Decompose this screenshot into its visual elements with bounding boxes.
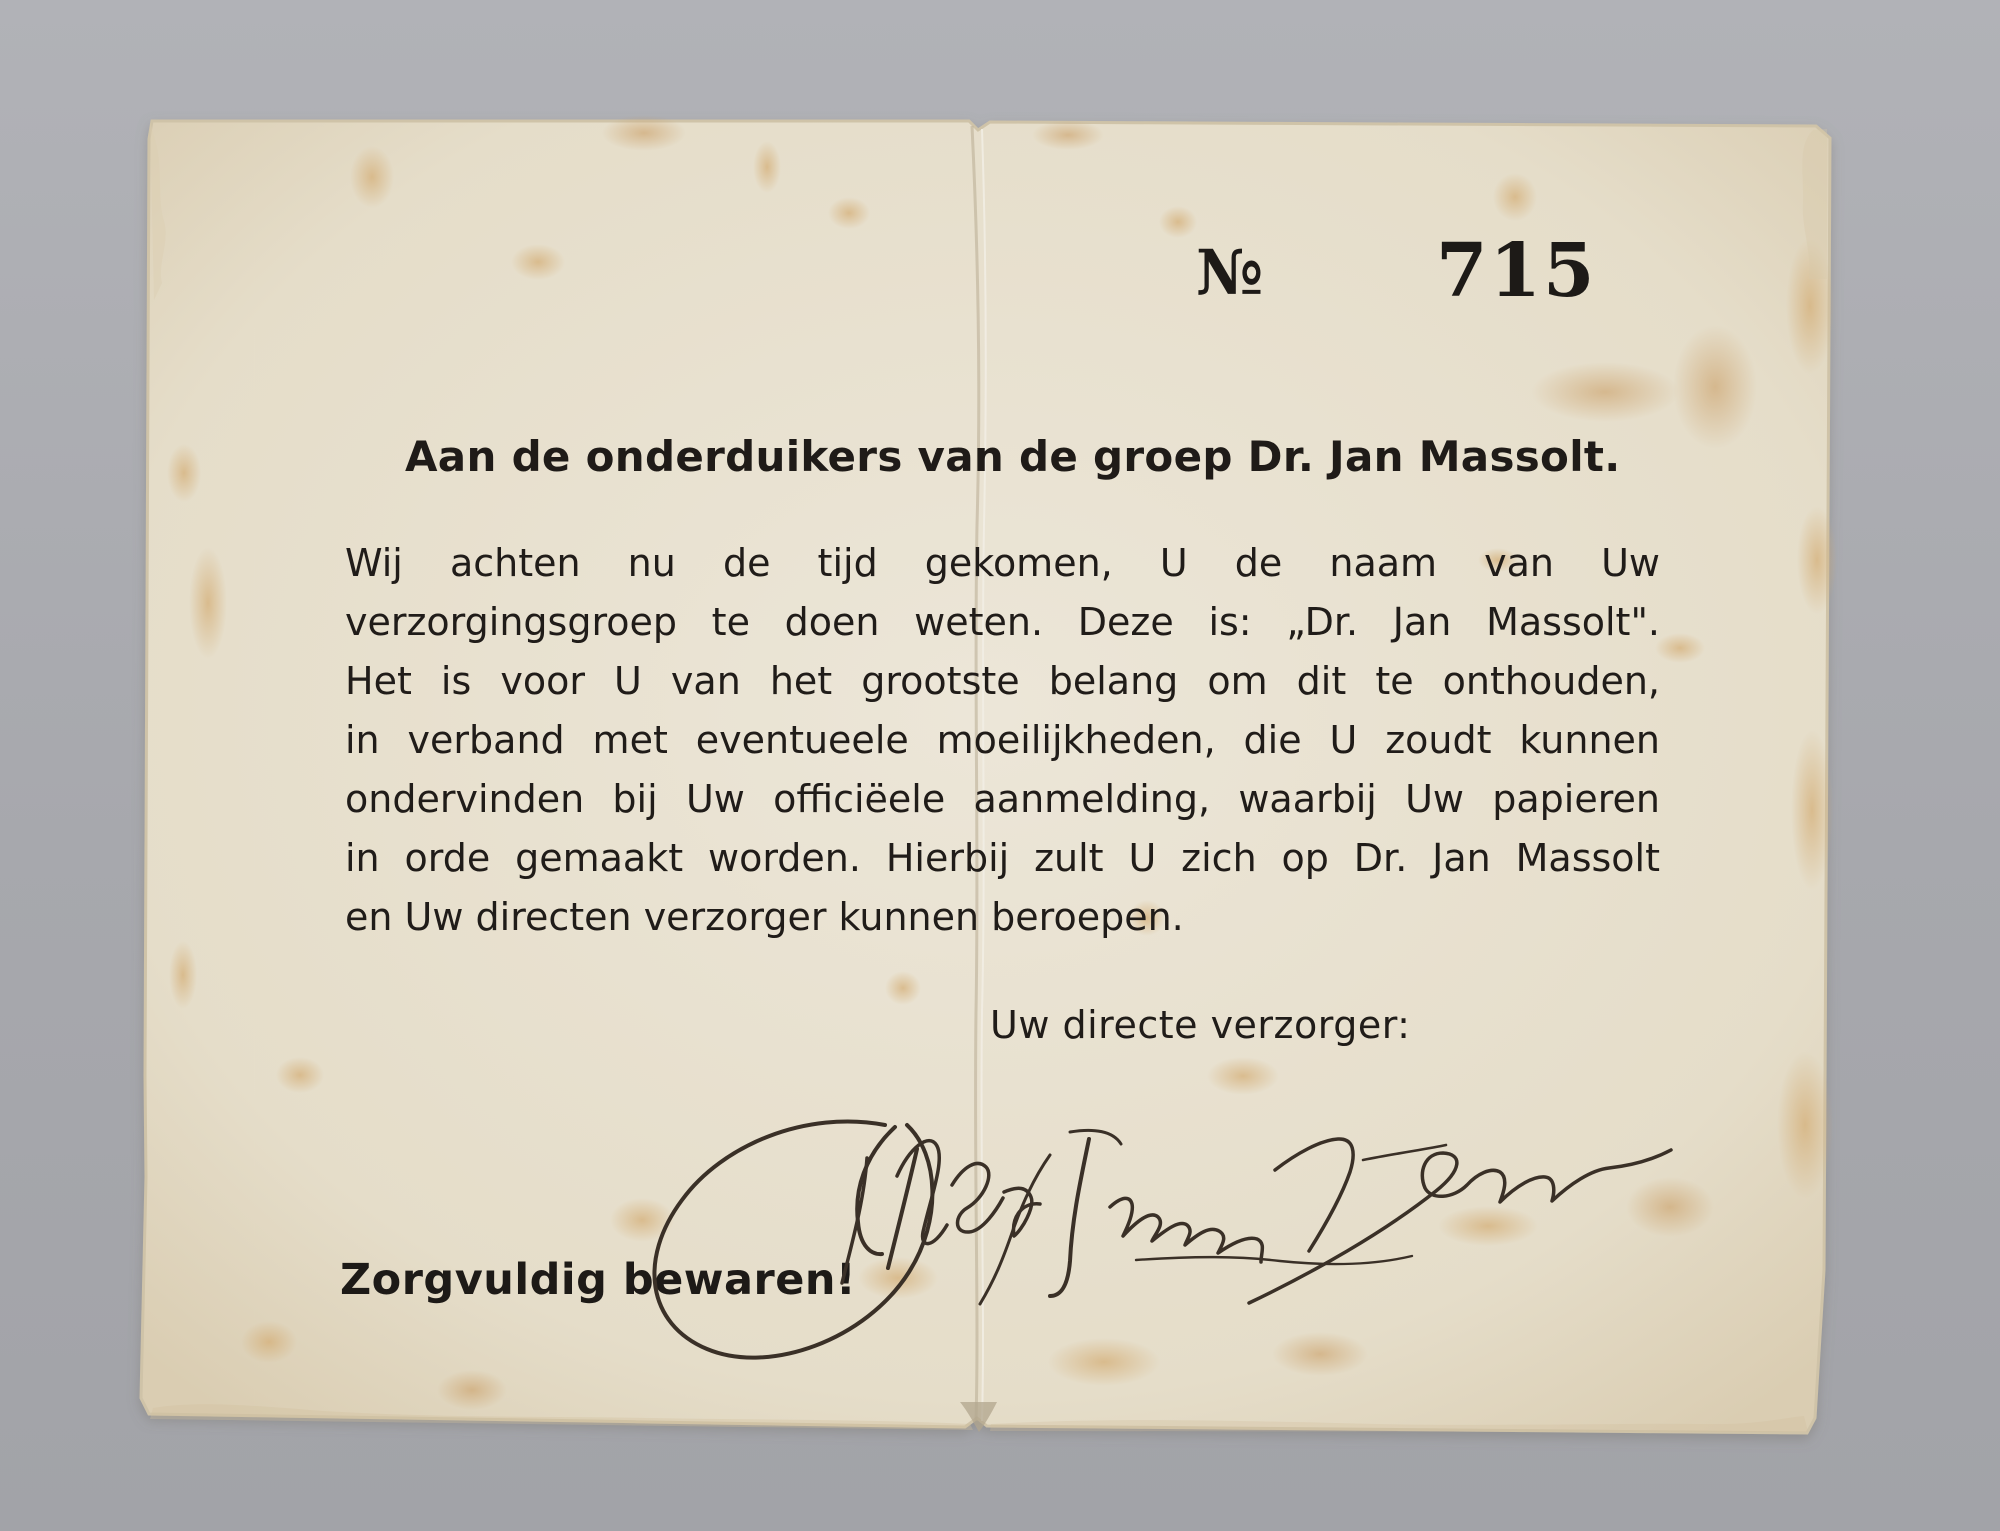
body-line: in verband met eventueele moeilijkheden, die U zoudt kunnen [345,718,1660,762]
body-line: Wij achten nu de tijd gekomen, U de naam van Uw [345,541,1660,585]
body-line: Het is voor U van het grootste belang om dit te onthouden, [345,659,1660,703]
body-text [345,534,1660,947]
body-line: in orde gemaakt worden. Hierbij zult U zich op Dr. Jan Massolt [345,836,1660,880]
keep-safe-note: Zorgvuldig bewaren! [340,1255,857,1305]
document-heading: Aan de onderduikers van de groep Dr. Jan Massolt. [405,432,1621,481]
numero-sign: № [1196,236,1262,309]
serial-number [1188,228,1608,318]
body-line: verzorgingsgroep te doen weten. Deze is: „Dr. Jan Massolt". [345,600,1660,644]
body-line: ondervinden bij Uw officiëele aanmelding, waarbij Uw papieren [345,777,1660,821]
serial-number-value: 715 [1436,228,1597,314]
body-line: en Uw directen verzorger kunnen beroepen. [345,895,1184,939]
closing-line: Uw directe verzorger: [990,1003,1411,1047]
